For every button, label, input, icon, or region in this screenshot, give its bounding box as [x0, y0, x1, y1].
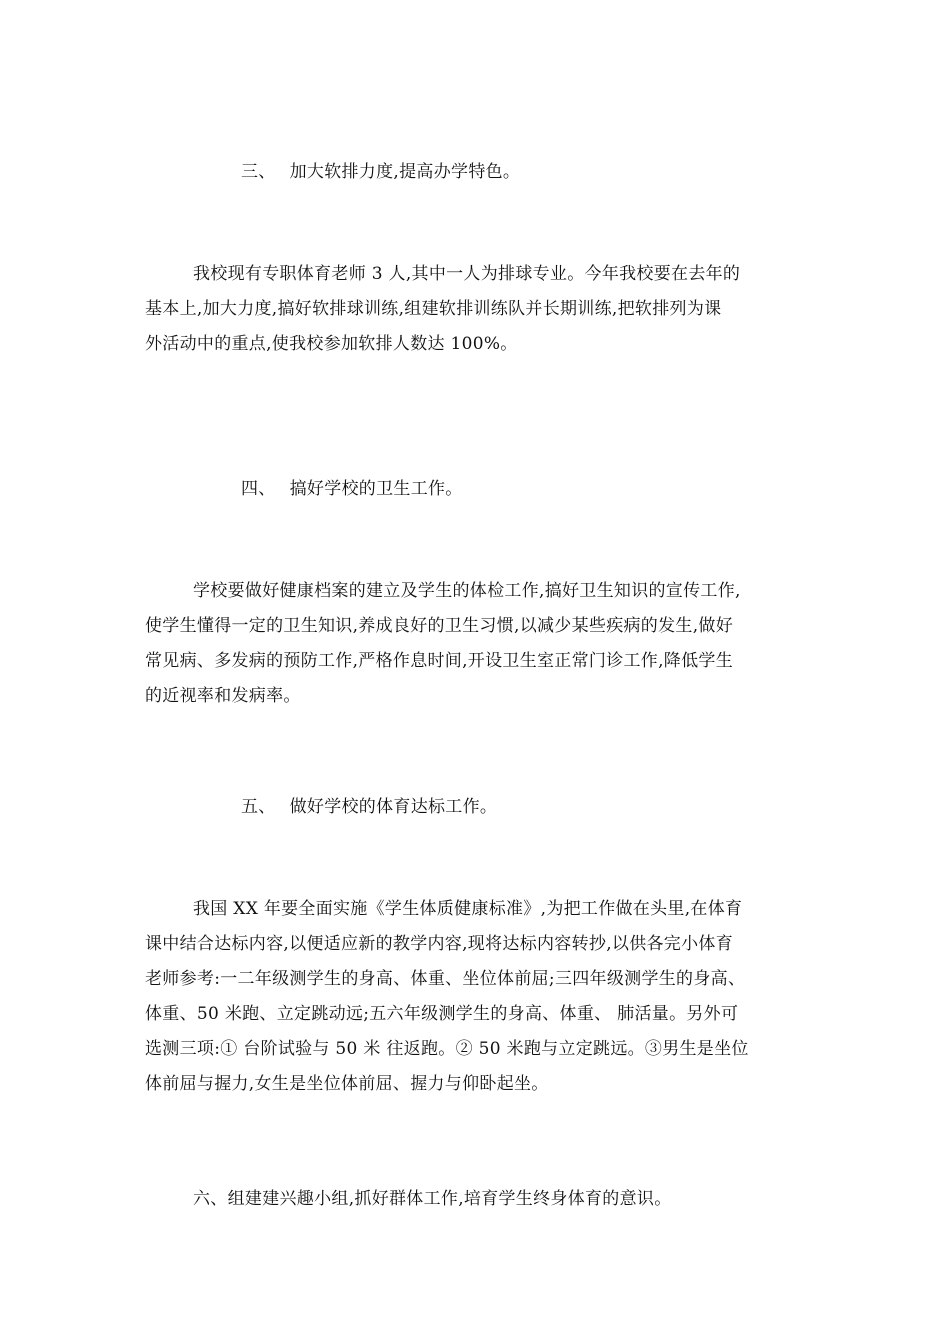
paragraph-line: 常见病、多发病的预防工作,严格作息时间,开设卫生室正常门诊工作,降低学生 [145, 651, 734, 671]
section-heading-4 [145, 472, 810, 507]
paragraph-line: 体重、50 米跑、立定跳动远;五六年级测学生的身高、体重、 肺活量。另外可 [145, 1004, 739, 1024]
section-heading-3 [145, 155, 810, 190]
paragraph-line: 的近视率和发病率。 [145, 686, 301, 706]
paragraph-line: 课中结合达标内容,以便适应新的教学内容,现将达标内容转抄,以供各完小体育 [145, 934, 734, 954]
section-title: 搞好学校的卫生工作。 [289, 479, 463, 499]
section-paragraph-4 [145, 574, 810, 714]
paragraph-line: 基本上,加大力度,搞好软排球训练,组建软排训练队并长期训练,把软排列为课 [145, 299, 722, 319]
section-number: 四、 [241, 479, 276, 499]
paragraph-line: 我校现有专职体育老师 3 人,其中一人为排球专业。今年我校要在去年的 [193, 264, 741, 284]
section-heading-5 [145, 790, 810, 825]
section-number: 三、 [241, 162, 276, 182]
paragraph-line: 使学生懂得一定的卫生知识,养成良好的卫生习惯,以减少某些疾病的发生,做好 [145, 616, 734, 636]
section-heading-6 [145, 1182, 810, 1217]
section-title: 做好学校的体育达标工作。 [289, 797, 498, 817]
section-number: 五、 [241, 797, 276, 817]
section-paragraph-3 [145, 257, 810, 362]
paragraph-line: 学校要做好健康档案的建立及学生的体检工作,搞好卫生知识的宣传工作, [193, 581, 741, 601]
paragraph-line: 选测三项:① 台阶试验与 50 米 往返跑。② 50 米跑与立定跳远。③男生是坐位 [145, 1039, 749, 1059]
paragraph-line: 老师参考:一二年级测学生的身高、体重、坐位体前屈;三四年级测学生的身高、 [145, 969, 746, 989]
paragraph-line: 我国 XX 年要全面实施《学生体质健康标准》,为把工作做在头里,在体育 [193, 899, 743, 919]
section-paragraph-5 [145, 892, 810, 1102]
section-title: 加大软排力度,提高办学特色。 [289, 162, 521, 182]
section-title: 六、组建建兴趣小组,抓好群体工作,培育学生终身体育的意识。 [193, 1189, 672, 1209]
paragraph-line: 体前屈与握力,女生是坐位体前屈、握力与仰卧起坐。 [145, 1074, 549, 1094]
paragraph-line: 外活动中的重点,使我校参加软排人数达 100%。 [145, 334, 518, 354]
